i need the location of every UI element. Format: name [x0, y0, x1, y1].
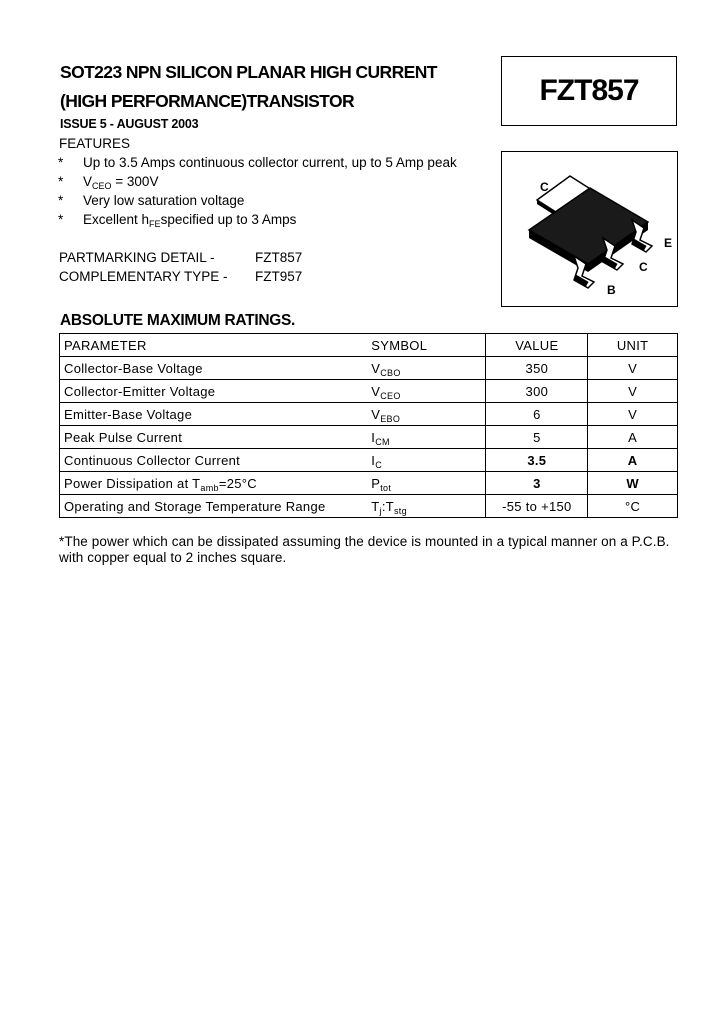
table-row: Operating and Storage Temperature Range $T_j:T_{stg}$ -55 to +150 °C	[60, 495, 678, 518]
sot223-package-icon	[502, 152, 677, 306]
partmarking-detail: PARTMARKING DETAIL - FZT857	[59, 250, 303, 265]
pin-label-b: B	[607, 283, 616, 297]
feature-item: * Excellent $h_{FE}specified$ up to 3 Amps	[58, 212, 297, 229]
feature-item: * Very low saturation voltage	[58, 193, 245, 208]
table-row: Collector-Emitter Voltage $V_{CEO}$ 300 V	[60, 380, 678, 403]
features-heading: FEATURES	[59, 136, 131, 151]
part-number-box	[501, 56, 677, 126]
table-row: Peak Pulse Current $I_{CM}$ 5 A	[60, 426, 678, 449]
table-row: Power Dissipation at $T_{amb}=25^\circ C$ $P_{tot}$ 3 W	[60, 472, 678, 495]
table-header-row	[60, 334, 678, 357]
title-line-2: (HIGH PERFORMANCE)TRANSISTOR	[60, 91, 354, 111]
table-row: Continuous Collector Current $I_C$ 3.5 A	[60, 449, 678, 472]
pin-label-c: C	[639, 260, 648, 274]
complementary-type: COMPLEMENTARY TYPE - FZT957	[59, 269, 303, 284]
ratings-heading: ABSOLUTE MAXIMUM RATINGS.	[60, 312, 296, 329]
table-row: Emitter-Base Voltage $V_{EBO}$ 6 V	[60, 403, 678, 426]
footnote: *The power which can be dissipated assuming the device is mounted in a typical manner on a P.C.B. with copper equal to 2 inches square.	[59, 534, 670, 565]
feature-item: * $V_{CEO} = 300V$	[58, 174, 159, 191]
pin-label-e: E	[664, 236, 673, 250]
part-number: FZT857	[539, 74, 639, 107]
header-unit: UNIT	[588, 334, 678, 357]
table-row: Collector-Base Voltage $V_{CBO}$ 350 V	[60, 357, 678, 380]
issue-date: ISSUE 5 - AUGUST 2003	[60, 117, 199, 131]
ratings-table	[59, 333, 678, 518]
pin-label-c-tab: C	[540, 180, 549, 194]
package-illustration-box	[501, 151, 678, 307]
feature-item: * Up to 3.5 Amps continuous collector current, up to 5 Amp peak	[58, 155, 457, 170]
header-parameter: PARAMETER	[60, 334, 368, 357]
header-value: VALUE	[486, 334, 588, 357]
title-line-1: SOT223 NPN SILICON PLANAR HIGH CURRENT	[60, 62, 437, 82]
header-symbol: SYMBOL	[367, 334, 486, 357]
